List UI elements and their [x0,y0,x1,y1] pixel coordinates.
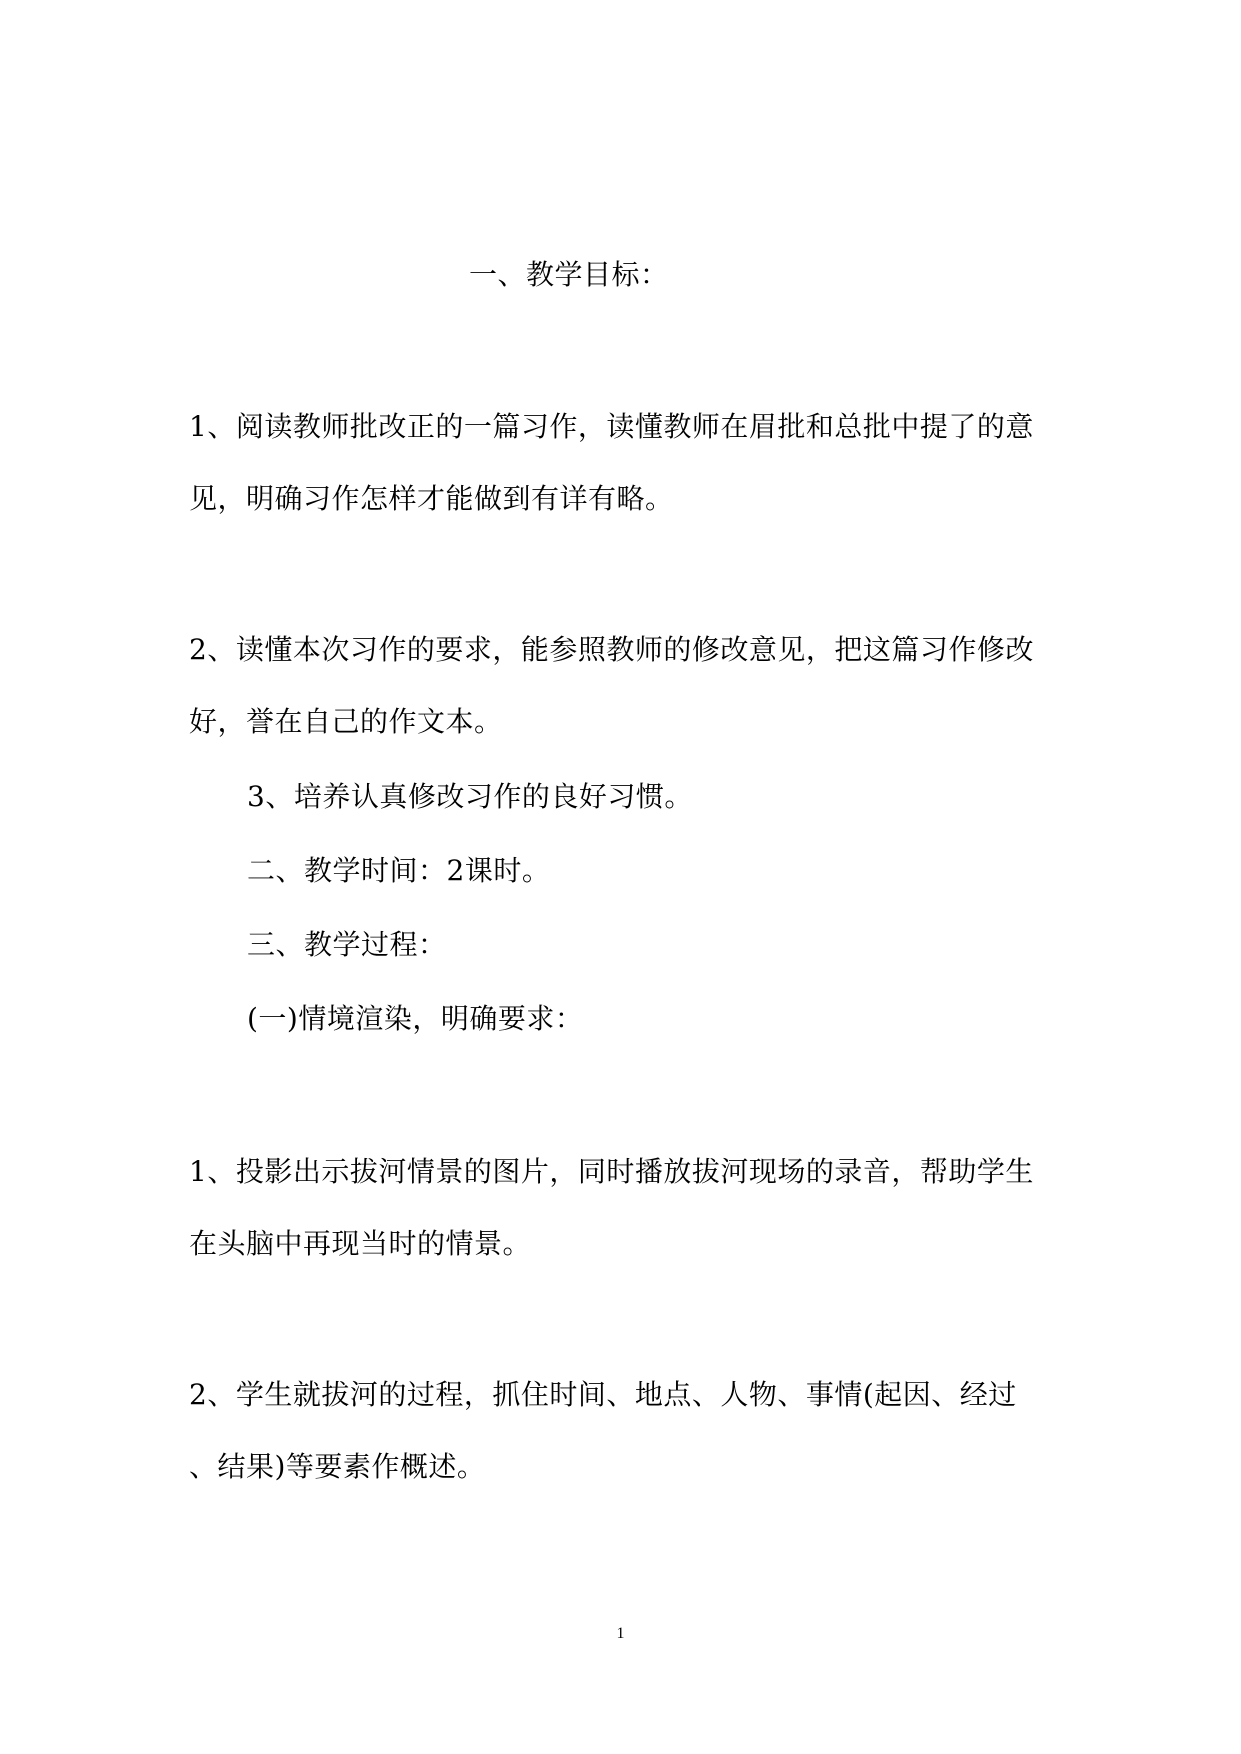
section-teaching-process: 三、教学过程： [247,928,447,961]
step-2-line-2: 、结果)等要素作概述。 [189,1450,486,1483]
step-2-line-1: 2、学生就拔河的过程，抓住时间、地点、人物、事情(起因、经过 [189,1378,1017,1411]
section-heading-teaching-goals: 一、教学目标： [469,258,669,291]
step-1-line-2: 在头脑中再现当时的情景。 [189,1227,532,1260]
subsection-scenario: (一)情境渲染，明确要求： [247,1002,584,1035]
section-teaching-time: 二、教学时间：2课时。 [247,854,551,887]
goal-2-line-1: 2、读懂本次习作的要求，能参照教师的修改意见，把这篇习作修改 [189,633,1034,666]
goal-3: 3、培养认真修改习作的良好习惯。 [247,780,693,813]
goal-1-line-1: 1、阅读教师批改正的一篇习作，读懂教师在眉批和总批中提了的意 [189,410,1034,443]
step-1-line-1: 1、投影出示拔河情景的图片，同时播放拔河现场的录音，帮助学生 [189,1155,1034,1188]
goal-1-line-2: 见，明确习作怎样才能做到有详有略。 [189,482,674,515]
goal-2-line-2: 好，誉在自己的作文本。 [189,705,503,738]
page-number: 1 [616,1625,625,1642]
